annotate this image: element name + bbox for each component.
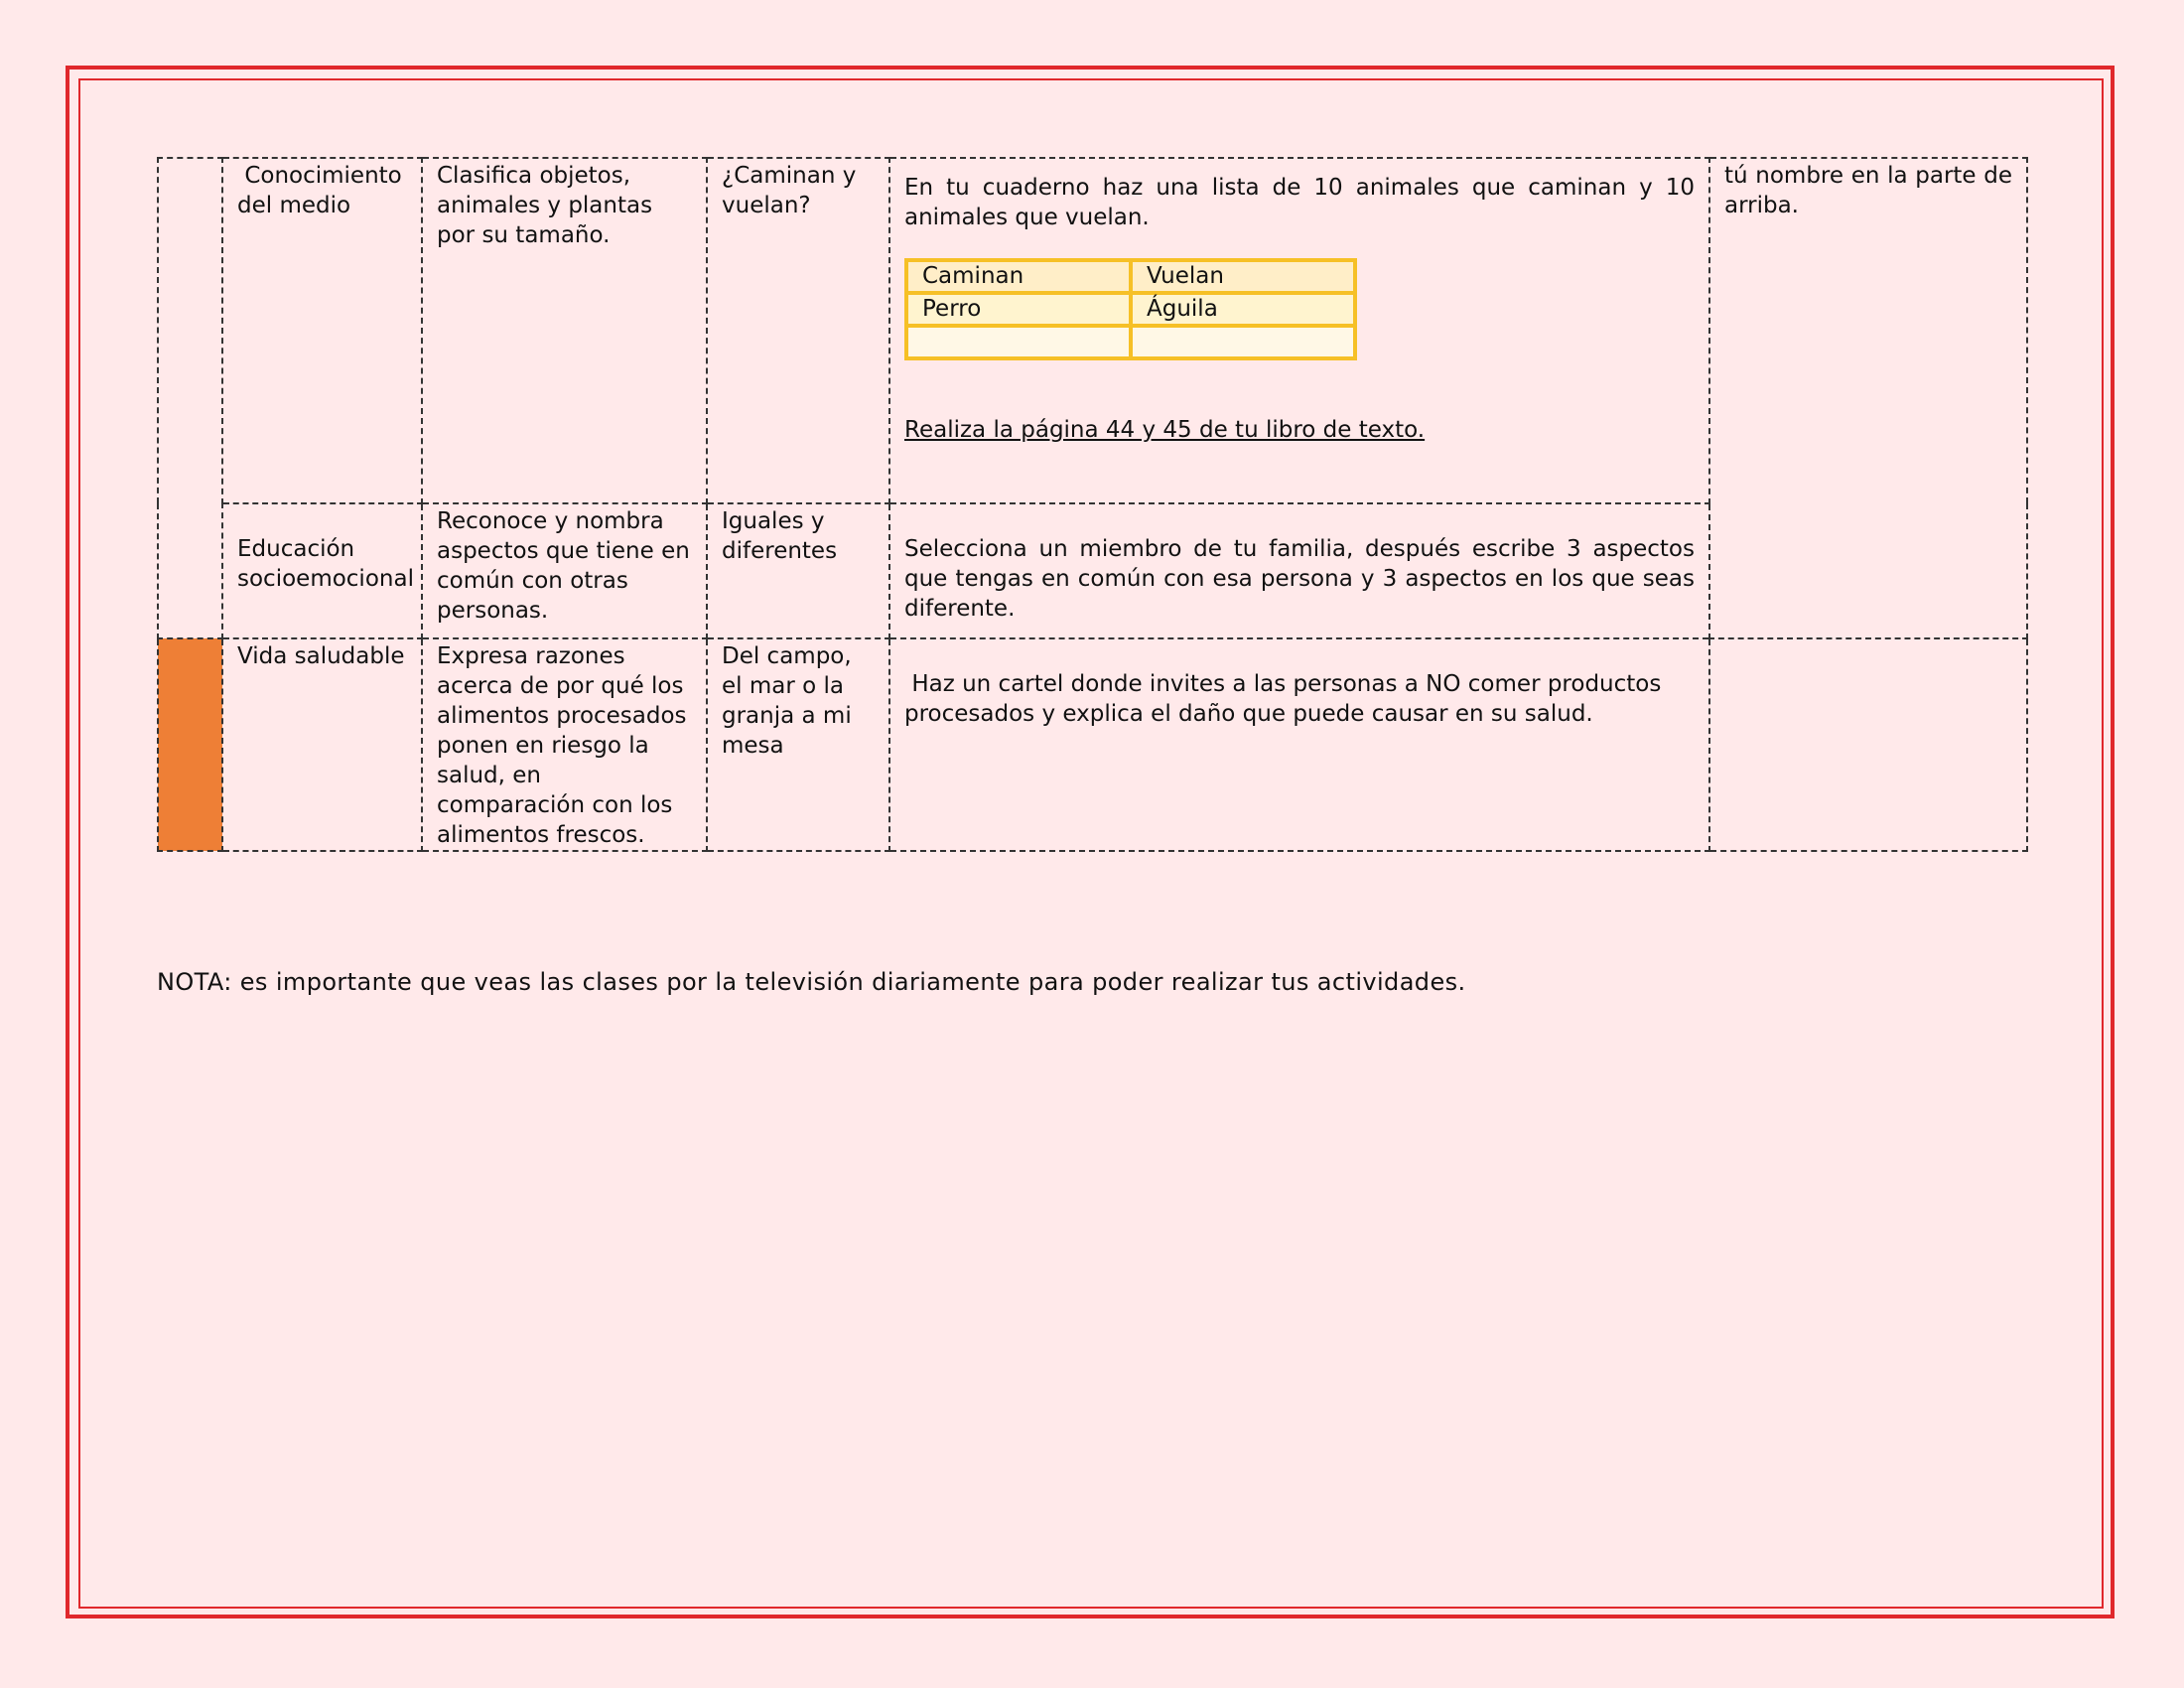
subject-cell: Vida saludable	[222, 638, 422, 851]
table-row	[158, 638, 2027, 851]
textbook-pages-instruction: Realiza la página 44 y 45 de tu libro de texto.	[904, 417, 1426, 443]
learning-cell: Expresa razones acerca de por qué los alimentos procesados ponen en riesgo la salud, en comparación con los alimentos frescos.	[422, 638, 707, 851]
subject-cell: Educación socioemocional	[222, 503, 422, 638]
learning-cell: Clasifica objetos, animales y plantas por su tamaño.	[422, 158, 707, 503]
activity-cell: Selecciona un miembro de tu familia, después escribe 3 aspectos que tengas en común con esa persona y 3 aspectos en los que seas diferente.	[889, 503, 1709, 638]
activity-text: En tu cuaderno haz una lista de 10 animales que caminan y 10 animales que vuelan.	[904, 175, 1695, 230]
cell-flying-animal: Águila	[1131, 293, 1355, 326]
table-row	[906, 293, 1355, 326]
row-marker-bar	[158, 158, 222, 638]
learning-cell: Reconoce y nombra aspectos que tiene en común con otras personas.	[422, 503, 707, 638]
theme-cell: Iguales y diferentes	[707, 503, 889, 638]
cell-walking-animal: Perro	[906, 293, 1131, 326]
animals-table-header	[906, 260, 1355, 293]
header-caminan: Caminan	[906, 260, 1131, 293]
cell-flying-animal	[1131, 326, 1355, 358]
cell-walking-animal	[906, 326, 1131, 358]
notes-cell	[1709, 638, 2027, 851]
theme-cell: Del campo, el mar o la granja a mi mesa	[707, 638, 889, 851]
row-marker-bar	[158, 638, 222, 851]
activity-cell: Haz un cartel donde invites a las personas a NO comer productos procesados y explica el daño que puede causar en su salud.	[889, 638, 1709, 851]
subject-cell: Conocimiento del medio	[222, 158, 422, 503]
activity-plan-table	[157, 157, 2028, 852]
table-row	[906, 326, 1355, 358]
header-vuelan: Vuelan	[1131, 260, 1355, 293]
activity-cell	[889, 158, 1709, 503]
theme-cell: ¿Caminan y vuelan?	[707, 158, 889, 503]
table-row	[158, 158, 2027, 503]
footer-note: NOTA: es importante que veas las clases por la televisión diariamente para poder realizar tus actividades.	[157, 968, 1466, 996]
notes-cell: tú nombre en la parte de arriba.	[1709, 158, 2027, 638]
animals-table	[904, 258, 1357, 360]
